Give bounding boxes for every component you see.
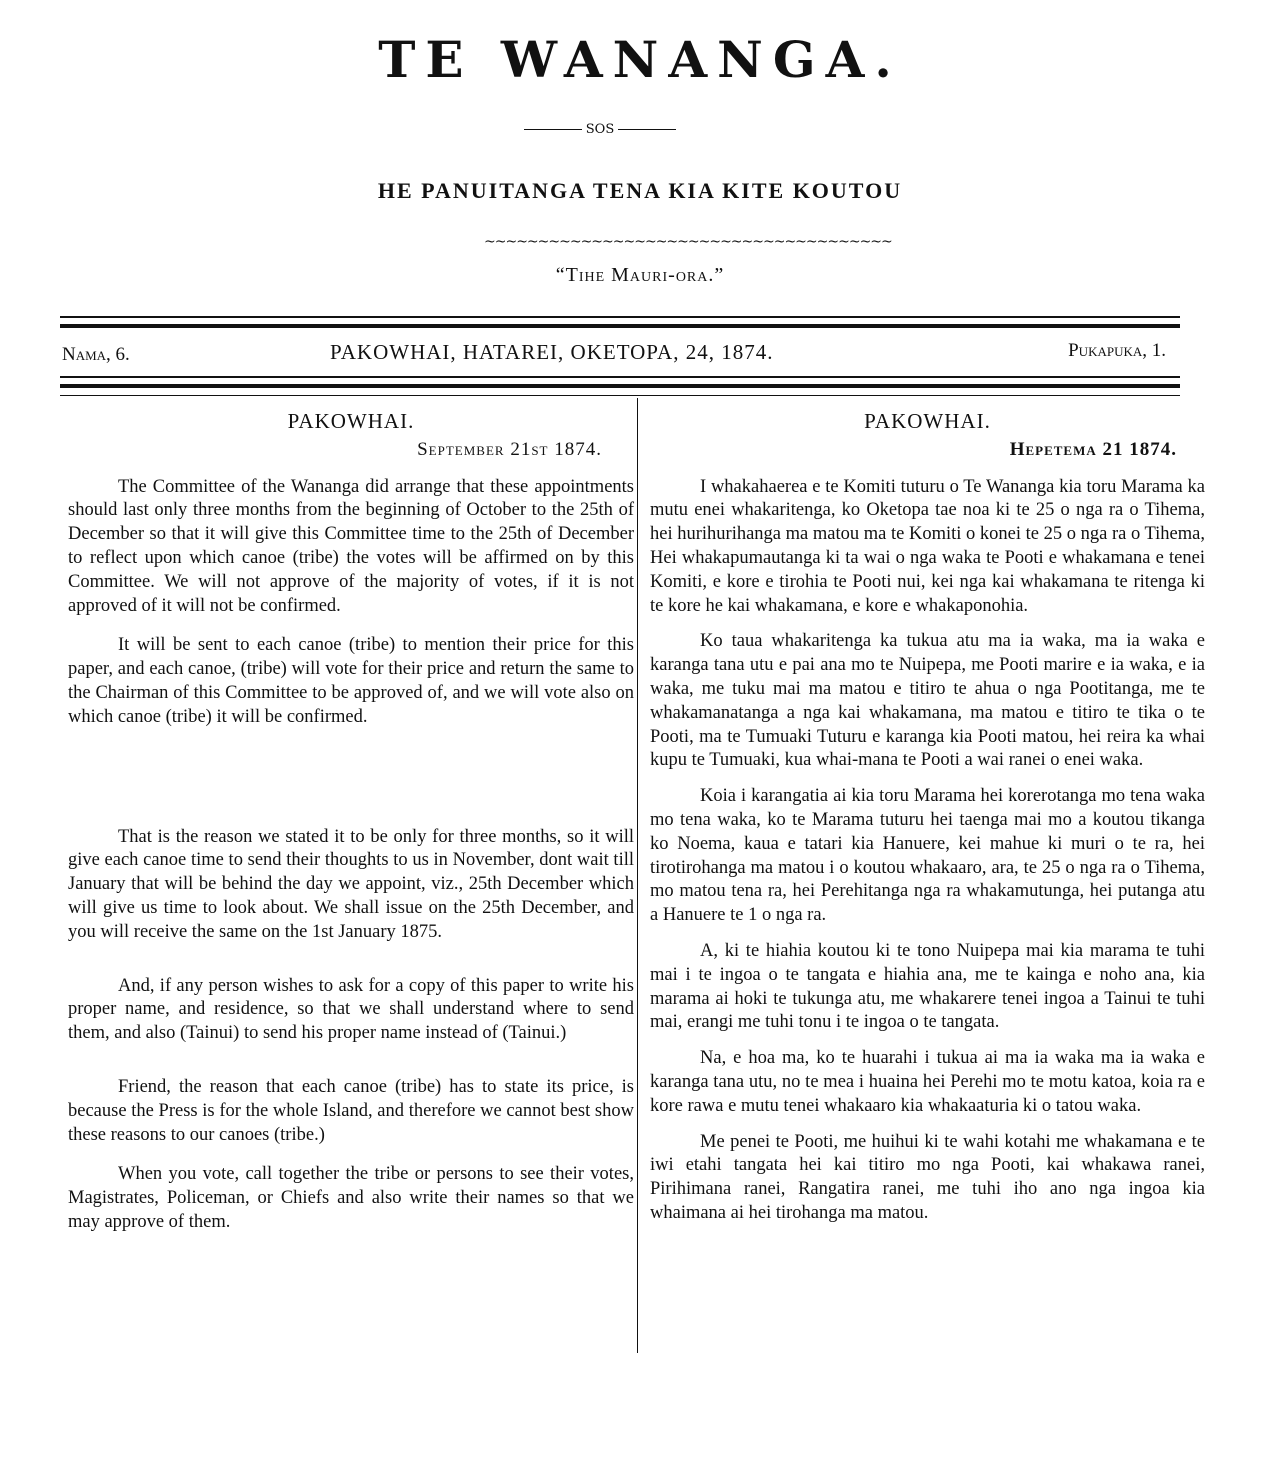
issue-number: Nama, 6. (62, 344, 130, 365)
double-rule-bottom (60, 376, 1180, 388)
english-paragraph: It will be sent to each canoe (tribe) to mention their price for this paper, and each canoe, (tribe) will vote for their price and return the same to the Chairman of this Committee to be approved of, and we will vote also on which canoe (tribe) it will be confirmed. (68, 635, 634, 727)
maori-column-heading: PAKOWHAI. (864, 409, 991, 433)
divider-line-right (618, 129, 676, 130)
column-divider (637, 398, 638, 1353)
english-column (68, 408, 634, 1251)
maori-paragraph: I whakahaerea e te Komiti tuturu o Te Wananga kia toru Marama ka mutu enei whakaritenga, ko Oketopa tae noa ki te 25 o nga ra o Tihema, hei hurihurihanga ma matou ma te Komiti o konei te 25 o nga ra o Tihema, Hei whakapumautanga ki ta wai o nga waka te Pooti e whakamana e tenei Komiti, e kore e tirohia te Pooti nui, kei nga kai whakamana te ritenga ki te kore he kai whakamana, e kore e whakaponohia. (650, 476, 1205, 616)
ornamental-rule: ~~~~~~~~~~~~~~~~~~~~~~~~~~~~~~~~~~~~~~ (484, 234, 892, 250)
double-rule-top (60, 316, 1180, 328)
maori-paragraph: Koia i karangatia ai kia toru Marama hei korerotanga mo tena waka mo tena waka, ko te Marama tuturu hei taenga mai mo a koutou tikanga ko Noema, kaua e tatari kia Hanuere, kei mahue ki muri o te ra, hei tirotirohanga ma matou i o koutou whakaaro, ara, te 25 o nga ra o Tihema, mo matou tena ra, hei Perehitanga nga ra whakamutunga, hei putanga atu a Hanuere te 1 o nga ra. (650, 786, 1205, 926)
english-column-heading: PAKOWHAI. (287, 409, 415, 433)
divider-line-left (524, 129, 582, 130)
english-paragraph: When you vote, call together the tribe or persons to see their votes, Magistrates, Policeman, or Chiefs and also write their names so that we may approve of them. (68, 1164, 634, 1232)
english-paragraph: The Committee of the Wananga did arrange that these appointments should last only three months from the beginning of October to the 25th of December so that it will give this Committee time to the 25th of December to reflect upon which canoe (tribe) the votes will be affirmed on by this Committee. We will not approve of the majority of votes, if it is not approved of it will not be confirmed. (68, 476, 634, 616)
maori-column (650, 408, 1205, 1238)
masthead-title: TE WANANGA. (378, 30, 902, 89)
english-paragraph: That is the reason we stated it to be only for three months, so it will give each canoe time to send their thoughts to us in November, dont wait till January that will be behind the day we appoint, viz., 25th December which will give us time to look about. We shall issue on the 25th December, and you will receive the same on the 1st January 1875. (68, 826, 634, 942)
divider-text: SOS (585, 122, 615, 137)
maori-paragraph: Ko taua whakaritenga ka tukua atu ma ia waka, ma ia waka e karanga tana utu e pai ana mo te Nuipepa, me Pooti marire e ia waka, e ia waka, me tuku mai ma matou e titiro te ahua o nga Pootitanga, me te whakamanatanga a nga kai whakamana, ma matou e titiro te tika o te Pooti, ma te Tumuaki Tuturu e karanga kia Pooti matou, hei reira ka whai kupu te Tumuaki, kua whai-mana te Pooti a wai ranei o enei waka. (650, 631, 1205, 771)
english-paragraph: Friend, the reason that each canoe (tribe) has to state its price, is because the Press is for the whole Island, and therefore we cannot best show these reasons to our canoes (tribe.) (68, 1076, 634, 1145)
thin-rule (60, 395, 1180, 396)
maori-column-date: Hepetema 21 1874. (1009, 438, 1177, 460)
issue-place-date: PAKOWHAI, HATAREI, OKETOPA, 24, 1874. (330, 340, 774, 364)
issue-info-row (62, 340, 1172, 370)
maori-paragraph: Me penei te Pooti, me huihui ki te wahi kotahi me whakamana e te iwi etahi tangata hei kai titiro mo nga Pooti, kai whakawa ranei, Pirihimana ranei, Rangatira ranei, me tuhi iho ano nga ingoa kia whaimana ai hei tirohanga ma matou. (650, 1131, 1205, 1223)
english-column-date: September 21st 1874. (417, 438, 602, 460)
maori-paragraph: A, ki te hiahia koutou ki te tono Nuipepa mai kia marama te tuhi mai i te ingoa o te tangata e hiahia ana, me te kainga e noho ana, kia marama ai hoki te tukunga atu, me whakarere tenei ingoa a Tainui te tuhi mai, erangi me tuhi tonu i te ingoa o te tangata. (650, 940, 1205, 1033)
masthead-motto: “Tihe Mauri-ora.” (555, 264, 725, 286)
masthead-divider (510, 122, 690, 137)
maori-paragraph: Na, e hoa ma, ko te huarahi i tukua ai ma ia waka ma ia waka e karanga tana utu, no te mea i huaina hei Perehi mo te motu katoa, koia ra e kore rawa e mutu tenei whakaaro kia whakaaturia ki o tatou waka. (650, 1048, 1205, 1116)
english-paragraph: And, if any person wishes to ask for a copy of this paper to write his proper name, and residence, so that we shall understand where to send them, and also (Tainui) to send his proper name instead of (Tainui.) (68, 975, 634, 1044)
masthead-subtitle: HE PANUITANGA TENA KIA KITE KOUTOU (377, 178, 903, 203)
issue-volume: Pukapuka, 1. (1068, 340, 1166, 361)
